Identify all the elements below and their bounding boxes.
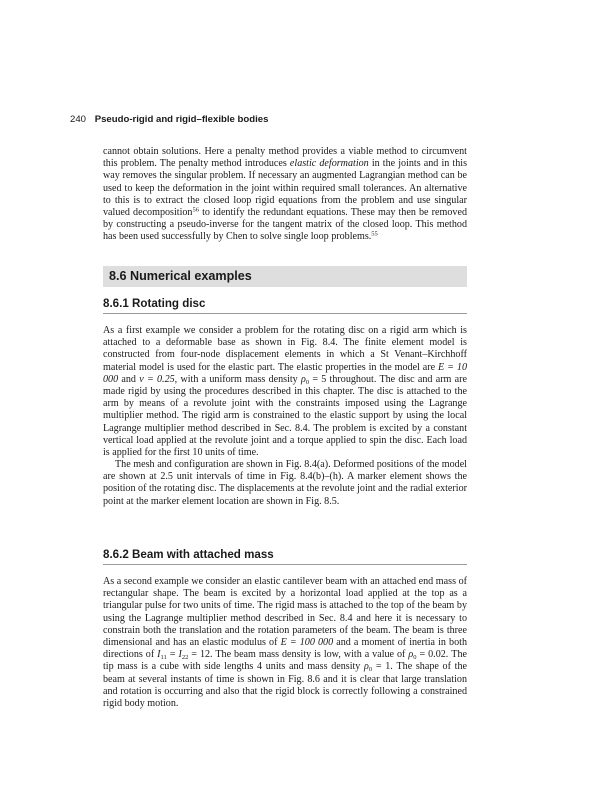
section-heading-bar [103, 266, 467, 287]
subsection-heading-beam-mass [103, 547, 467, 565]
running-title: Pseudo-rigid and rigid–flexible bodies [94, 114, 269, 125]
beam-mass-paragraph: As a second example we consider an elastic cantilever beam with an attached end mass of rectangular shape. The beam is excited by a horizontal load applied at the top as a triangular pulse for two units of time. The rigid mass is attached to the top of the beam by using the Lagrange multiplier method described in Sec. 8.4 and here it is necessary to constrain both the translation and the rotation parameters of the beam. The beam is three dimensional and has an elastic modulus of E = 100 000 and a moment of inertia in both directions of $I_{11} = I_{22} = 12$. The beam mass density is low, with a value of $\rho_0 = 0.02$. The tip mass is a cube with side lengths 4 units and mass density $\rho_0 = 1$. The shape of the beam at several instants of time is shown in Fig. 8.6 and it is clear that large translation and rotation is occurring and also that the rigid block is correctly following a constrained rigid body motion. [103, 576, 467, 710]
equation: ν = 0.25 [139, 373, 175, 385]
section-title: 8.6 Numerical examples [109, 269, 252, 283]
emphasis-text: elastic deformation [289, 158, 369, 170]
subsection-title: 8.6.2 Beam with attached mass [103, 548, 274, 561]
running-header [70, 114, 268, 125]
subsection-heading-rotating-disc [103, 296, 467, 314]
equation: E = 10 000 [103, 361, 467, 385]
page-number: 240 [70, 114, 87, 125]
equation: E = 100 000 [280, 637, 334, 649]
citation-56: 56 [192, 206, 199, 214]
subsection-title: 8.6.1 Rotating disc [103, 297, 206, 310]
rotating-disc-paragraph-2: The mesh and configuration are shown in Fig. 8.4(a). Deformed positions of the model are shown at 2.5 unit intervals of time in Fig. 8.4(b)–(h). A marker element shows the position of the rotating disc. The displacements at the revolute joint and the radial exterior point at the marker element location are shown in Fig. 8.5. [103, 459, 467, 507]
citation-55: 55 [371, 230, 378, 238]
rotating-disc-paragraph-1: As a first example we consider a problem for the rotating disc on a rigid arm which is attached to a deformable base as shown in Fig. 8.4. The finite element model is constructed from four-node displacement elements in which a St Venant–Kirchhoff material model is used for the elastic part. The elastic properties in the model are E = 10 000 and ν = 0.25, with a uniform mass density $\rho_0 = 5$ throughout. The disc and arm are made rigid by using the procedures described in this chapter. The disc is attached to the arm by means of a revolute joint with the constraints imposed using the Lagrange multiplier method. The rigid arm is constrained to the elastic support by using the local Lagrange multiplier method described in Sec. 8.4. The problem is excited by a constant vertical load applied at the revolute joint and a torque applied to spin the disc. Each load is applied for the first 10 units of time. [103, 325, 467, 459]
intro-paragraph: cannot obtain solutions. Here a penalty method provides a viable method to circumvent this problem. The penalty method introduces elastic deformation in the joints and in this way removes the singular problem. If necessary an augmented Lagrangian method can be used to keep the deformation in the joint within required small tolerances. An alternative to this is to extract the closed loop rigid equations from the problem and use singular valued decomposition$^{56}$ to identify the redundant equations. These may then be removed by constructing a pseudo-inverse for the tangent matrix of the closed loop. This method has been used successfully by Chen to solve single loop problems.$^{55}$ [103, 146, 467, 243]
